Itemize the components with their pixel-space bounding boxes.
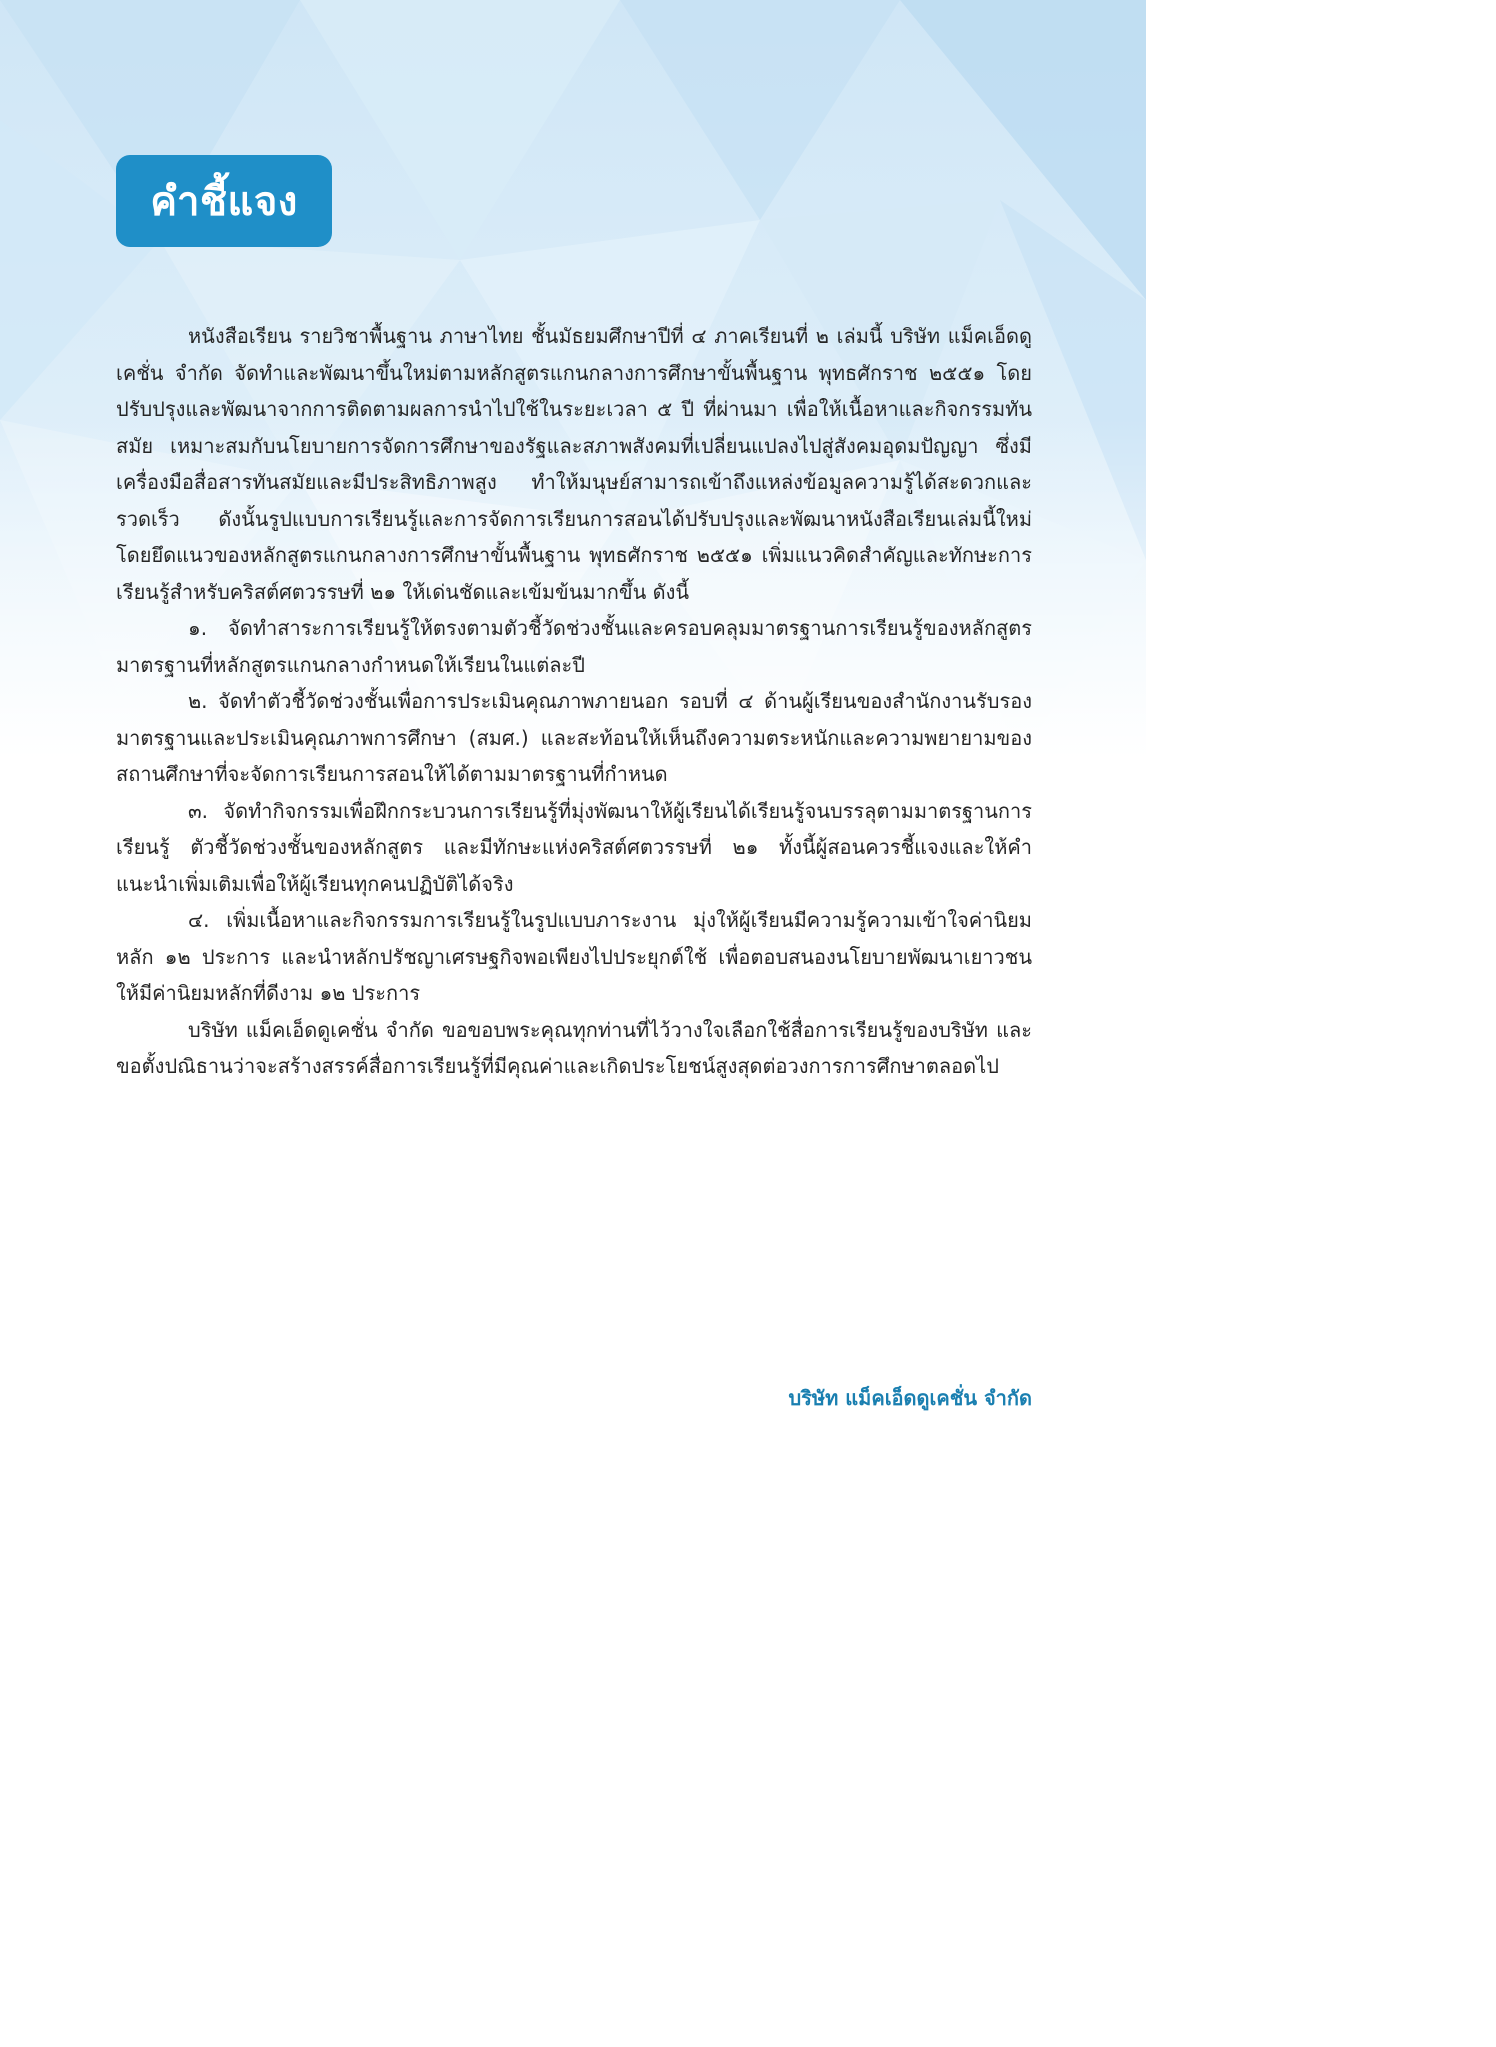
list-item-2: ๒. จัดทำตัวชี้วัดช่วงชั้นเพื่อการประเมินคุณภาพภายนอก รอบที่ ๔ ด้านผู้เรียนของสำนักงานรับรองมาตรฐานและประเมินคุณภาพการศึกษา (สมศ.) และสะท้อนให้เห็นถึงความตระหนักและความพยายามของสถานศึกษาที่จะจัดการเรียนการสอนให้ได้ตามมาตรฐานที่กำหนด [116,689,1032,786]
signature: บริษัท แม็คเอ็ดดูเคชั่น จำกัด [788,1386,1032,1410]
body-text [116,318,1032,1085]
page-title: คำชี้แจง [150,179,298,225]
list-item-3: ๓. จัดทำกิจกรรมเพื่อฝึกกระบวนการเรียนรู้ที่มุ่งพัฒนาให้ผู้เรียนได้เรียนรู้จนบรรลุตามมาตรฐานการเรียนรู้ ตัวชี้วัดช่วงชั้นของหลักสูตร และมีทักษะแห่งคริสต์ศตวรรษที่ ๒๑ ทั้งนี้ผู้สอนควรชี้แจงและให้คำแนะนำเพิ่มเติมเพื่อให้ผู้เรียนทุกคนปฏิบัติได้จริง [116,798,1032,896]
list-item-4: ๔. เพิ่มเนื้อหาและกิจกรรมการเรียนรู้ในรูปแบบภาระงาน มุ่งให้ผู้เรียนมีความรู้ความเข้าใจค่านิยมหลัก ๑๒ ประการ และนำหลักปรัชญาเศรษฐกิจพอเพียงไปประยุกต์ใช้ เพื่อตอบสนองนโยบายพัฒนาเยาวชนให้มีค่านิยมหลักที่ดีงาม ๑๒ ประการ [116,908,1032,1005]
title-box [116,155,332,247]
closing-paragraph: บริษัท แม็คเอ็ดดูเคชั่น จำกัด ขอขอบพระคุณทุกท่านที่ไว้วางใจเลือกใช้สื่อการเรียนรู้ของบริษัท และขอตั้งปณิธานว่าจะสร้างสรรค์สื่อการเรียนรู้ที่มีคุณค่าและเกิดประโยชน์สูงสุดต่อวงการการศึกษาตลอดไป [116,1017,1032,1078]
list-item-1: ๑. จัดทำสาระการเรียนรู้ให้ตรงตามตัวชี้วัดช่วงชั้นและครอบคลุมมาตรฐานการเรียนรู้ของหลักสูตรมาตรฐานที่หลักสูตรแกนกลางกำหนดให้เรียนในแต่ละปี [116,616,1032,677]
intro-paragraph: หนังสือเรียน รายวิชาพื้นฐาน ภาษาไทย ชั้นมัธยมศึกษาปีที่ ๔ ภาคเรียนที่ ๒ เล่มนี้ บริษัท แม็คเอ็ดดูเคชั่น จำกัด จัดทำและพัฒนาขึ้นใหม่ตามหลักสูตรแกนกลางการศึกษาขั้นพื้นฐาน พุทธศักราช ๒๕๕๑ โดยปรับปรุงและพัฒนาจากการติดตามผลการนำไปใช้ในระยะเวลา ๕ ปี ที่ผ่านมา เพื่อให้เนื้อหาและกิจกรรมทันสมัย เหมาะสมกับนโยบายการจัดการศึกษาของรัฐและสภาพสังคมที่เปลี่ยนแปลงไปสู่สังคมอุดมปัญญา ซึ่งมีเครื่องมือสื่อสารทันสมัยและมีประสิทธิภาพสูง ทำให้มนุษย์สามารถเข้าถึงแหล่งข้อมูลความรู้ได้สะดวกและรวดเร็ว ดังนั้นรูปแบบการเรียนรู้และการจัดการเรียนการสอนได้ปรับปรุงและพัฒนาหนังสือเรียนเล่มนี้ใหม่ โดยยึดแนวของหลักสูตรแกนกลางการศึกษาขั้นพื้นฐาน พุทธศักราช ๒๕๕๑ เพิ่มแนวคิดสำคัญและทักษะการเรียนรู้สำหรับคริสต์ศตวรรษที่ ๒๑ ให้เด่นชัดและเข้มข้นมากขึ้น ดังนี้ [116,324,1033,604]
